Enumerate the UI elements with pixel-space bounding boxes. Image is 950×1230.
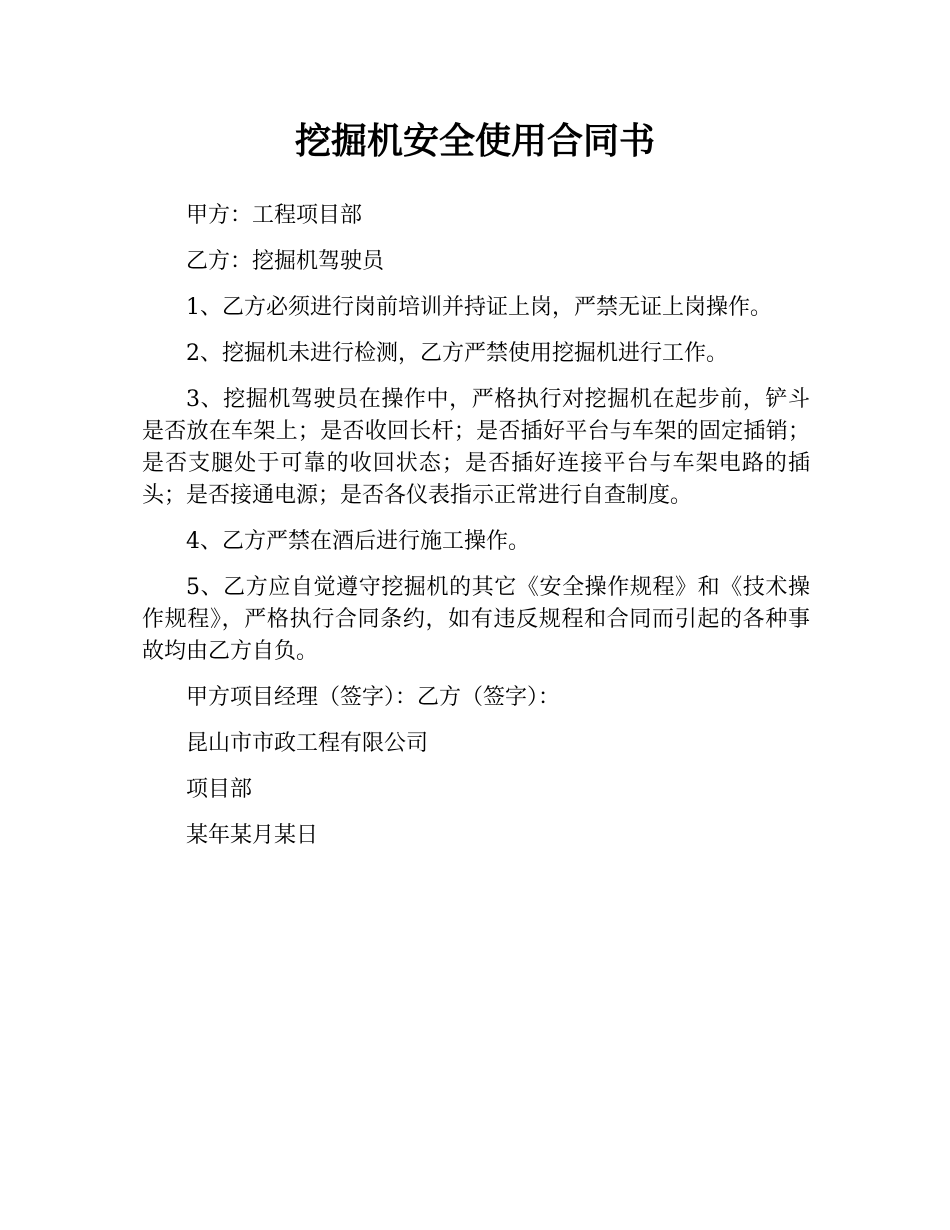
document-title: 挖掘机安全使用合同书	[294, 121, 655, 162]
clause-3: 3、挖掘机驾驶员在操作中，严格执行对挖掘机在起步前，铲斗是否放在车架上；是否收回长杆；是否插好平台与车架的固定插销；是否支腿处于可靠的收回状态；是否插好连接平台与车架电路的插头；是否接通电源；是否各仪表指示正常进行自查制度。	[142, 387, 810, 508]
company-name: 昆山市市政工程有限公司	[186, 731, 429, 756]
clause-2: 2、挖掘机未进行检测，乙方严禁使用挖掘机进行工作。	[186, 341, 728, 366]
signing-date: 某年某月某日	[186, 823, 319, 848]
clause-4: 4、乙方严禁在酒后进行施工操作。	[186, 529, 530, 554]
document-body	[142, 200, 810, 866]
department-name: 项目部	[186, 777, 253, 802]
party-a-line: 甲方：工程项目部	[186, 203, 363, 228]
party-b-line: 乙方：挖掘机驾驶员	[186, 249, 385, 274]
clause-5: 5、乙方应自觉遵守挖掘机的其它《安全操作规程》和《技术操作规程》，严格执行合同条约，如有违反规程和合同而引起的各种事故均由乙方自负。	[142, 575, 810, 664]
signature-line: 甲方项目经理（签字）：乙方（签字）：	[186, 685, 561, 710]
clause-1: 1、乙方必须进行岗前培训并持证上岗，严禁无证上岗操作。	[186, 295, 772, 320]
